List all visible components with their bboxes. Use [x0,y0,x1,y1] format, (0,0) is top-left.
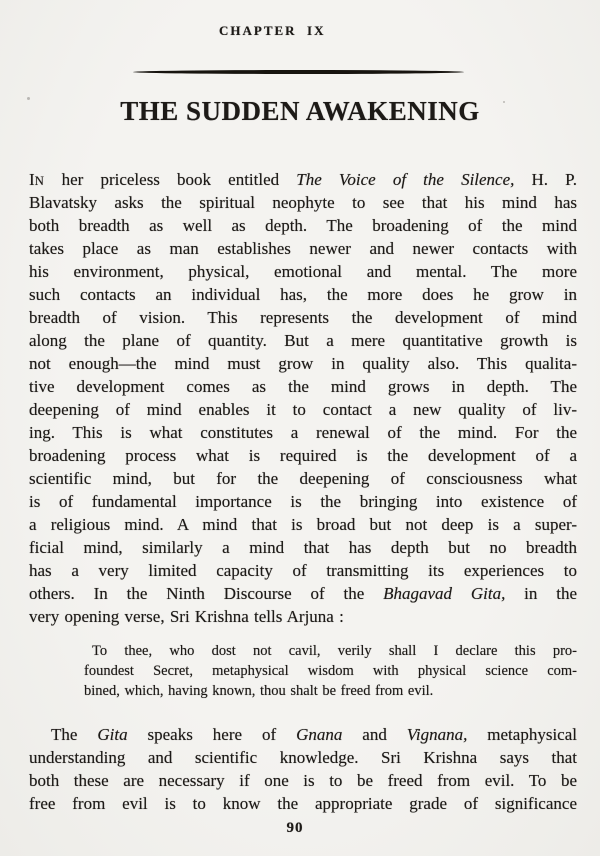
text-line: deepening of mind enables it to contact a new quality of liv- [29,400,577,419]
text-line: a religious mind. A mind that is broad but not deep is a super- [29,515,577,534]
chapter-heading: CHAPTER IX [219,23,326,38]
text-line: bined, which, having known, thou shalt be freed from evil. [84,683,434,699]
chapter-title: THE SUDDEN AWAKENING [120,96,480,126]
text-line: both breadth as well as depth. The broadening of the mind [29,216,577,235]
text-line: Blavatsky asks the spiritual neophyte to see that his mind has [29,193,577,212]
opening-paragraph [29,170,577,630]
text-line: has a very limited capacity of transmitting its experiences to [29,561,577,580]
gita-quote [84,643,577,703]
text-line: The Gita speaks here of Gnana and Vignana, metaphysical [51,725,577,744]
text-line: takes place as man establishes newer and newer contacts with [29,239,577,258]
text-line: scientific mind, but for the deepening of consciousness what [29,469,577,488]
text-line: broadening process what is required is the development of a [29,446,577,465]
text-line: both these are necessary if one is to be freed from evil. To be [29,771,577,790]
text-line: ing. This is what constitutes a renewal of the mind. For the [29,423,577,442]
closing-paragraph [29,725,577,817]
text-line: understanding and scientific knowledge. Sri Krishna says that [29,748,577,767]
text-line: such contacts an individual has, the more does he grow in [29,285,577,304]
text-line: To thee, who dost not cavil, verily shall I declare this pro- [92,643,577,659]
text-line: ficial mind, similarly a mind that has depth but no breadth [29,538,577,557]
text-line: is of fundamental importance is the bringing into existence of [29,492,577,511]
text-line: IN her priceless book entitled The Voice of the Silence, H. P. [29,170,577,189]
text-line: free from evil is to know the appropriate grade of significance [29,794,577,813]
divider-rule [133,70,464,74]
text-line: breadth of vision. This represents the development of mind [29,308,577,327]
text-line: along the plane of quantity. But a mere quantitative growth is [29,331,577,350]
text-line: his environment, physical, emotional and mental. The more [29,262,577,281]
scan-speck [503,101,505,103]
text-line: very opening verse, Sri Krishna tells Arjuna : [29,607,344,626]
text-line: others. In the Ninth Discourse of the Bhagavad Gita, in the [29,584,577,603]
text-line: tive development comes as the mind grows in depth. The [29,377,577,396]
text-line: foundest Secret, metaphysical wisdom with physical science com- [84,663,577,679]
text-body [29,170,577,817]
page-number: 90 [286,820,304,836]
scan-speck [27,97,30,100]
text-line: not enough—the mind must grow in quality also. This qualita- [29,354,577,373]
